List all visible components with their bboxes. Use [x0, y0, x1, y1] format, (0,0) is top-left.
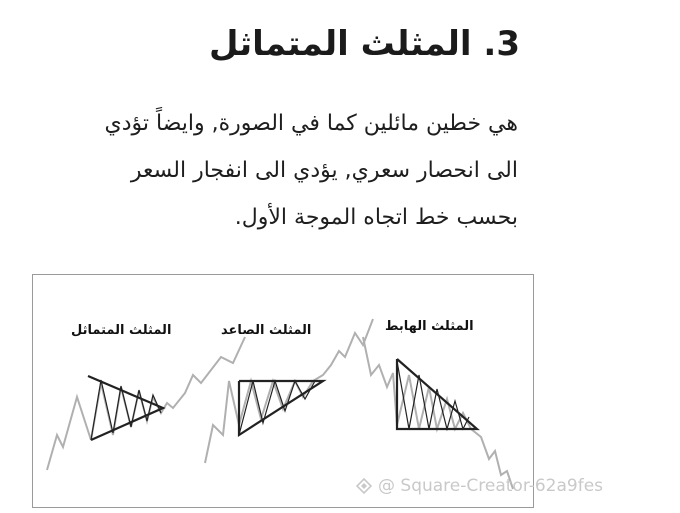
- descending-triangle-label: المثلث الهابط: [385, 319, 474, 334]
- ascending-triangle-label: المثلث الصاعد: [221, 323, 312, 338]
- symmetrical-triangle-diagram: [47, 337, 245, 470]
- watermark-text: @ Square-Creator-62a9fes: [378, 476, 604, 496]
- price-path-ascending: [205, 319, 373, 463]
- triangle-patterns-figure: [32, 274, 534, 508]
- section-title: 3. المثلث المتماثل: [209, 24, 520, 64]
- patterns-illustration: [33, 275, 533, 507]
- descending-inner-zigzag: [397, 361, 469, 429]
- price-path-descending: [363, 337, 513, 489]
- description-line-3: بحسب خط اتجاه الموجة الأول.: [234, 205, 518, 230]
- ascending-triangle-diagram: [205, 319, 373, 463]
- symmetrical-triangle-label: المثلث المتماثل: [71, 323, 172, 338]
- price-path-symmetrical: [47, 337, 245, 470]
- description-line-1: هي خطين مائلين كما في الصورة, وايضاً تؤدي: [104, 111, 518, 136]
- description-line-2: الى انحصار سعري, يؤدي الى انفجار السعر: [130, 158, 518, 183]
- diamond-logo-icon: [356, 478, 372, 494]
- watermark: [356, 476, 603, 496]
- descending-triangle-diagram: [363, 337, 513, 489]
- description-paragraph: [98, 100, 518, 241]
- descending-triangle-outline: [397, 359, 477, 429]
